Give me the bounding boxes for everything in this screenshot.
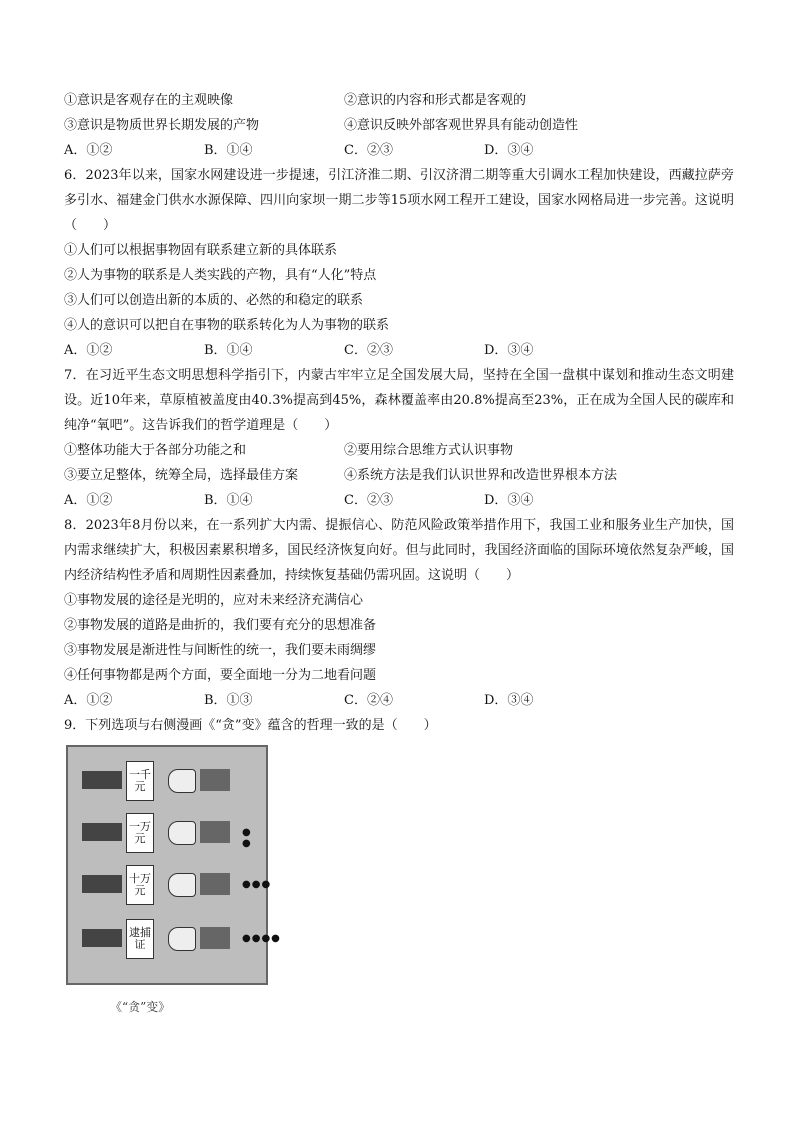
- q6-choice-a: A．①②: [64, 343, 113, 358]
- q8-option-1: ①事物发展的途径是光明的，应对未来经济充满信心: [64, 593, 364, 608]
- sleeve-icon: [200, 769, 230, 791]
- q6-option-1: ①人们可以根据事物固有联系建立新的具体联系: [64, 243, 338, 258]
- cartoon-panel-2: [82, 813, 262, 853]
- q6-choice-d: D．③④: [484, 343, 534, 358]
- sleeve-icon: [200, 821, 230, 843]
- q7-option-3: ③要立足整体，统筹全局，选择最佳方案: [64, 468, 299, 483]
- q7-choice-a: A．①②: [64, 493, 113, 508]
- q6-choice-c: C．②③: [344, 343, 393, 358]
- giving-hand-icon: [82, 771, 122, 789]
- question-list: [64, 88, 734, 738]
- q5-option-4: ④意识反映外部客观世界具有能动创造性: [344, 118, 579, 133]
- q7-options-row-2: [64, 463, 734, 488]
- q8-choice-a: A．①②: [64, 693, 113, 708]
- q8-answer-choices: [64, 688, 734, 713]
- q7-choice-c: C．②③: [344, 493, 393, 508]
- q6-choice-b: B．①④: [204, 343, 253, 358]
- money-card: 十万元: [126, 865, 154, 905]
- money-card: 一万元: [126, 813, 154, 853]
- q5-options-row-1: [64, 88, 734, 113]
- q5-option-2: ②意识的内容和形式都是客观的: [344, 93, 527, 108]
- q7-answer-choices: [64, 488, 734, 513]
- dots-icon: ●●●●: [242, 933, 281, 944]
- q6-option-4: ④人的意识可以把自在事物的联系转化为人为事物的联系: [64, 318, 390, 333]
- q5-choice-c: C．②③: [344, 143, 393, 158]
- q5-option-1: ①意识是客观存在的主观映像: [64, 93, 234, 108]
- q5-choice-d: D．③④: [484, 143, 534, 158]
- warrant-card: 逮捕证: [126, 919, 154, 959]
- q8-stem: 8．2023年8月份以来，在一系列扩大内需、提振信心、防范风险政策举措作用下，我国工业和服务业生产加快，国内需求继续扩大，积极因素累积增多，国民经济恢复向好。但与此同时，我国经济面临的国际环境依然复杂严峻，国内经济结构性矛盾和周期性因素叠加，持续恢复基础仍需巩固。这说明（ ）: [64, 518, 734, 583]
- trembling-hand-icon: [168, 927, 196, 951]
- q6-answer-choices: [64, 338, 734, 363]
- q7-option-1: ①整体功能大于各部分功能之和: [64, 443, 247, 458]
- q7-option-4: ④系统方法是我们认识世界和改造世界根本方法: [344, 468, 618, 483]
- cartoon-panel-1: [82, 761, 262, 801]
- q5-options-row-2: [64, 113, 734, 138]
- q7-choice-d: D．③④: [484, 493, 534, 508]
- receiving-hand-icon: [168, 873, 196, 897]
- q5-answer-choices: [64, 138, 734, 163]
- q6-option-2: ②人为事物的联系是人类实践的产物，具有“人化”特点: [64, 268, 377, 283]
- dots-icon: ●●●: [242, 879, 272, 890]
- q7-options-row-1: [64, 438, 734, 463]
- q8-choice-c: C．②④: [344, 693, 393, 708]
- cartoon-caption: 《“贪”变》: [110, 1000, 171, 1014]
- q5-option-3: ③意识是物质世界长期发展的产物: [64, 118, 260, 133]
- q5-choice-a: A．①②: [64, 143, 113, 158]
- money-card: 一千元: [126, 761, 154, 801]
- giving-hand-icon: [82, 823, 122, 841]
- q8-choice-b: B．①③: [204, 693, 253, 708]
- q8-option-3: ③事物发展是渐进性与间断性的统一，我们要未雨绸缪: [64, 643, 377, 658]
- receiving-hand-icon: [168, 821, 196, 845]
- q6-option-3: ③人们可以创造出新的本质的、必然的和稳定的联系: [64, 293, 364, 308]
- q8-option-2: ②事物发展的道路是曲折的，我们要有充分的思想准备: [64, 618, 377, 633]
- q7-choice-b: B．①④: [204, 493, 253, 508]
- sleeve-icon: [200, 927, 230, 949]
- q8-choice-d: D．③④: [484, 693, 534, 708]
- q5-choice-b: B．①④: [204, 143, 253, 158]
- giving-hand-icon: [82, 875, 122, 893]
- cartoon-panel-3: [82, 865, 272, 905]
- sleeve-icon: [200, 873, 230, 895]
- q9-stem: 9．下列选项与右侧漫画《“贪”变》蕴含的哲理一致的是（ ）: [64, 718, 437, 733]
- q7-option-2: ②要用综合思维方式认识事物: [344, 443, 514, 458]
- q6-stem: 6．2023年以来，国家水网建设进一步提速，引江济淮二期、引汉济渭二期等重大引调水工程加快建设，西藏拉萨旁多引水、福建金门供水水源保障、四川向家坝一期二步等15项水网工程开工建设，国家水网格局进一步完善。这说明（ ）: [64, 168, 734, 233]
- dots-icon: ● ●: [242, 827, 252, 849]
- cartoon-illustration: [66, 745, 281, 985]
- q7-stem: 7．在习近平生态文明思想科学指引下，内蒙古牢牢立足全国发展大局，坚持在全国一盘棋中谋划和推动生态文明建设。近10年来，草原植被盖度由40.3%提高到45%，森林覆盖率由20.8%提高至23%，正在成为全国人民的碳库和纯净“氧吧”。这告诉我们的哲学道理是（ ）: [64, 368, 734, 433]
- giving-hand-icon: [82, 929, 122, 947]
- cartoon-panel-4: [82, 919, 281, 959]
- q8-option-4: ④任何事物都是两个方面，要全面地一分为二地看问题: [64, 668, 377, 683]
- receiving-hand-icon: [168, 769, 196, 793]
